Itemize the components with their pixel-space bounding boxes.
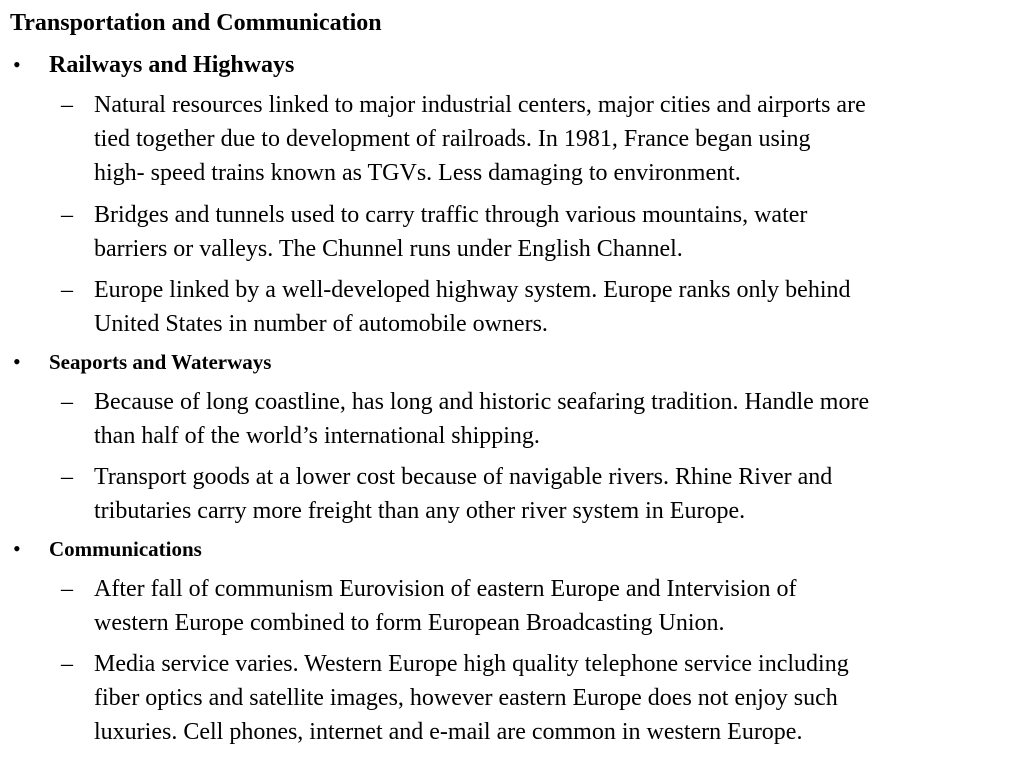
list-item-text: Media service varies. Western Europe high quality telephone service including fiber optics and satellite images, however eastern Europe does not enjoy such luxuries. Cell phones, internet and e-mail are common in western Europe. [94, 651, 849, 745]
list-item-text: Europe linked by a well-developed highway system. Europe ranks only behind United States in number of automobile owners. [94, 277, 851, 337]
list-item-text: Transport goods at a lower cost because of navigable rivers. Rhine River and tributaries carry more freight than any other river system in Europe. [94, 464, 833, 524]
section-heading: Railways and Highways [49, 52, 295, 78]
dash-icon: – [61, 389, 73, 415]
dash-icon: – [61, 464, 73, 490]
bullet-icon: • [13, 52, 21, 77]
slide-title: Transportation and Communication [10, 10, 382, 36]
bullet-icon: • [13, 349, 21, 374]
list-item-text: Because of long coastline, has long and historic seafaring tradition. Handle more than half of the world’s international shipping. [94, 389, 870, 449]
dash-icon: – [61, 576, 73, 602]
dash-icon: – [61, 651, 73, 677]
dash-icon: – [61, 277, 73, 303]
section-heading: Communications [49, 537, 202, 561]
list-item-text: Natural resources linked to major industrial centers, major cities and airports are tied together due to development of railroads. In 1981, France began using high- speed trains known as TGVs. Less damaging to environment. [94, 92, 866, 186]
section-heading: Seaports and Waterways [49, 350, 272, 374]
dash-icon: – [61, 202, 73, 228]
list-item-text: Bridges and tunnels used to carry traffic through various mountains, water barriers or valleys. The Chunnel runs under English Channel. [94, 202, 808, 262]
list-item-text: After fall of communism Eurovision of eastern Europe and Intervision of western Europe combined to form European Broadcasting Union. [94, 576, 797, 636]
dash-icon: – [61, 92, 73, 118]
bullet-icon: • [13, 536, 21, 561]
